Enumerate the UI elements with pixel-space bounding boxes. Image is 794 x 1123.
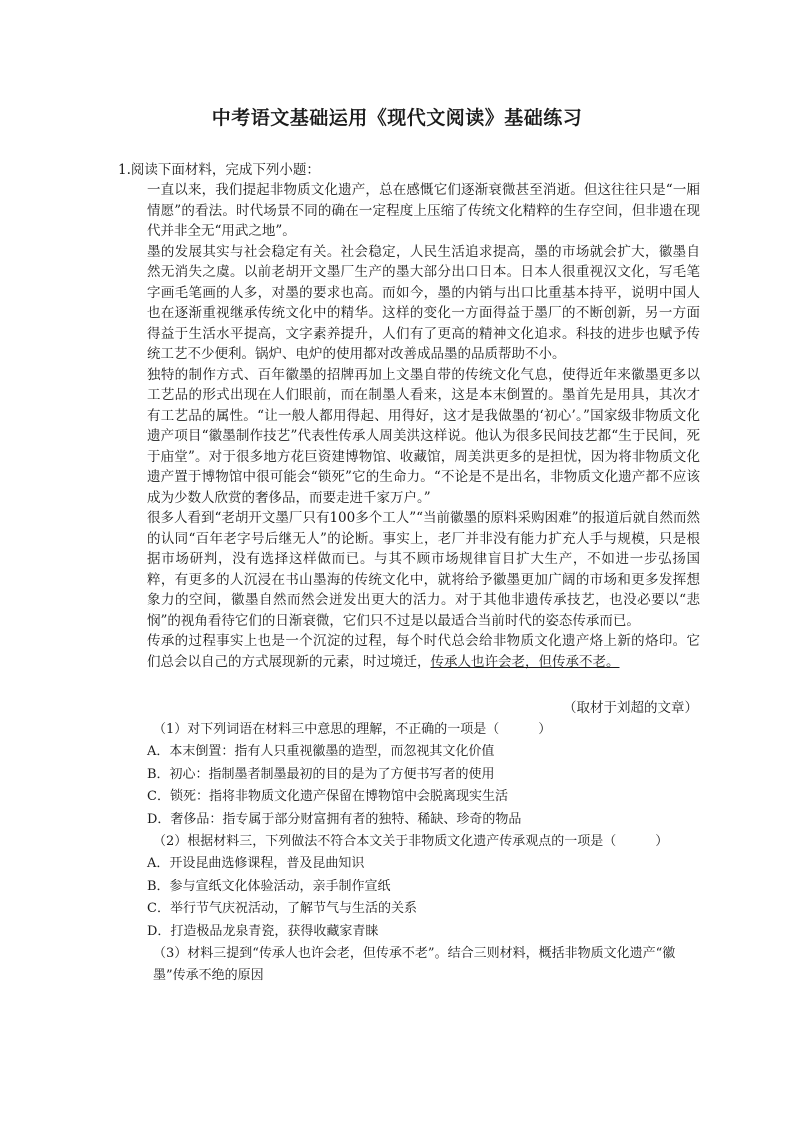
sub-questions [147, 719, 700, 988]
underlined-sentence: 传承人也许会老，但传承不老。 [430, 653, 620, 670]
subquestion-1-option-a: A．本末倒置：指有人只重视徽墨的造型，而忽视其文化价值 [147, 744, 495, 760]
reading-passage [147, 180, 700, 672]
passage-paragraph-5 [147, 631, 700, 672]
subquestion-1-stem: （1）对下列词语在材料三中意思的理解，不正确的一项是（ ） [153, 722, 552, 737]
question-heading: 1.阅读下面材料，完成下列小题： [118, 162, 320, 178]
subquestion-2-option-d: D．打造极品龙泉青瓷，获得收藏家青睐 [147, 923, 379, 939]
passage-paragraph-4: 很多人看到“老胡开文墨厂只有100多个工人”“当前徽墨的原料采购困难”的报道后就自然而然的认同“百年老字号后继无人”的论断。事实上，老厂并非没有能力扩充人手与规模，只是根据市场研判，没有选择这样做而已。与其不顾市场规律盲目扩大生产，不如进一步弘扬国粹，有更多的人沉浸在书山墨海的传统文化中，就将给予徽墨更加广阔的市场和更多发挥想象力的空间，徽墨自然而然会迸发出更大的活力。对于其他非遗传承技艺，也没必要以“悲悯”的视角看待它们的日渐衰微，它们只不过是以最适合当前时代的姿态传承而已。 [147, 510, 700, 629]
subquestion-2-option-a: A．开设昆曲选修课程，普及昆曲知识 [147, 856, 365, 872]
subquestion-1-option-c: C．锁死：指将非物质文化遗产保留在博物馆中会脱离现实生活 [147, 789, 508, 805]
subquestion-2-option-b: B．参与宣纸文化体验活动，亲手制作宣纸 [147, 878, 391, 894]
subquestion-2-stem: （2）根据材料三，下列做法不符合本文关于非物质文化遗产传承观点的一项是（ ） [153, 834, 669, 850]
passage-paragraph-5-text: 传承的过程事实上也是一个沉淀的过程，每个时代总会给非物质文化遗产烙上新的烙印。它们总会以自己的方式展现新的元素，时过境迁， [147, 633, 700, 670]
passage-paragraph-3: 独特的制作方式、百年徽墨的招牌再加上文墨自带的传统文化气息，使得近年来徽墨更多以工艺品的形式出现在人们眼前，而在制墨人看来，这是本末倒置的。墨首先是用具，其次才有工艺品的属性。“让一般人都用得起、用得好，这才是我做墨的‘初心’。”国家级非物质文化遗产项目“徽墨制作技艺”代表性传承人周美洪这样说。他认为很多民间技艺都“生于民间，死于庙堂”。对于很多地方花巨资建博物馆、收藏馆，周美洪更多的是担忧，因为将非物质文化遗产置于博物馆中很可能会“锁死”它的生命力。“不论是不是出名，非物质文化遗产都不应该成为少数人欣赏的奢侈品，而要走进千家万户。” [147, 366, 700, 506]
subquestion-2-option-c: C．举行节气庆祝活动，了解节气与生活的关系 [147, 901, 417, 917]
subquestion-3-stem: （3）材料三提到“传承人也许会老，但传承不老”。结合三则材料，概括非物质文化遗产“徽墨”传承不绝的原因 [153, 946, 676, 984]
passage-paragraph-2: 墨的发展其实与社会稳定有关。社会稳定，人民生活追求提高，墨的市场就会扩大，徽墨自然无消失之虞。以前老胡开文墨厂生产的墨大部分出口日本。日本人很重视汉文化，写毛笔字画毛笔画的人多，对墨的要求也高。而如今，墨的内销与出口比重基本持平，说明中国人也在逐渐重视继承传统文化中的精华。这样的变化一方面得益于墨厂的不断创新，另一方面得益于生活水平提高，文字素养提升，人们有了更高的精神文化追求。科技的进步也赋予传统工艺不少便利。锅炉、电炉的使用都对改善成品墨的品质帮助不小。 [147, 243, 700, 362]
subquestion-1-option-d: D．奢侈品：指专属于部分财富拥有者的独特、稀缺、珍奇的物品 [147, 811, 522, 827]
source-citation: （取材于刘超的文章） [563, 700, 698, 716]
passage-paragraph-1: 一直以来，我们提起非物质文化遗产，总在感慨它们逐渐衰微甚至消逝。但这往往只是“一厢情愿”的看法。时代场景不同的确在一定程度上压缩了传统文化精粹的生存空间，但非遗在现代并非全无“用武之地”。 [147, 182, 700, 239]
subquestion-1-option-b: B．初心：指制墨者制墨最初的目的是为了方便书写者的使用 [147, 766, 495, 782]
page-title: 中考语文基础运用《现代文阅读》基础练习 [211, 107, 583, 129]
